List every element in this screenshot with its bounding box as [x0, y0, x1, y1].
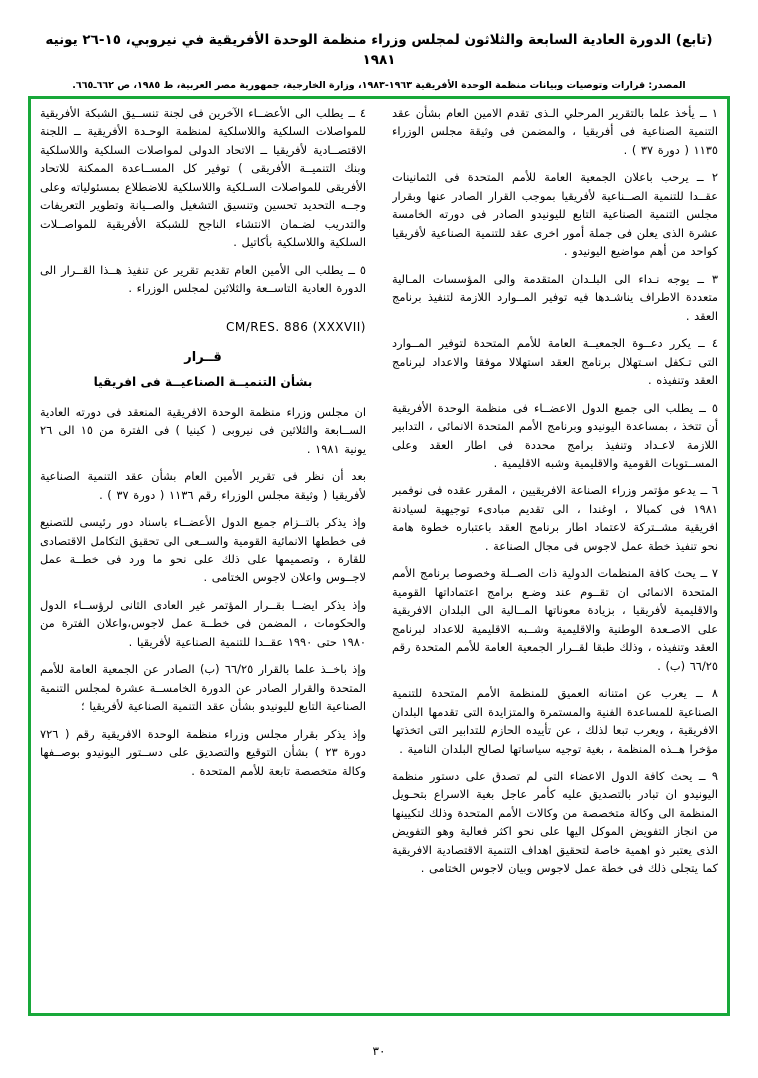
left-column [40, 104, 366, 1008]
paragraph: ٥ ــ يطلب الى الأمين العام تقديم تقرير عن تنفيذ هــذا القــرار الى الدورة العادية التاســعة والثلاثين لمجلس الوزراء . [40, 262, 366, 296]
paragraph: وإذ يذكر بالتــزام جميع الدول الأعضــاء باسناد دور رئيسى للتصنيع فى خططها الانمائية القومية والســعى الى تحقيق التكامل الاقتصادى للقارة ، وتصميمها على ذلك على نحو ما ورد فى خطــة عمل لاجــوس واعلان لاجوس الختامى . [40, 515, 366, 585]
right-column [392, 104, 718, 1008]
paragraph: ٢ ــ يرحب باعلان الجمعية العامة للأمم المتحدة فى الثمانينات عقــدا للتنمية الصــناعية لأفريقيا بموجب القرار الصادر عنها وبقرار مجلس التنمية الصناعية التابع لليونيدو الصادر فى دورته الخامسة عشرة الذى يعلن فى جملة أمور اخرى عقد للتنمية الصناعية لأفريقيا كواحد من أهم مواضيع اليونيدو . [392, 170, 718, 259]
paragraph: ٣ ــ يوجه نـداء الى البلـدان المتقدمة والى المؤسسات المـالية متعددة الاطراف يناشـدها فيه توفير المــوارد اللازمة لتنفيذ برنامج العقد . [392, 271, 718, 323]
document-title: (تابع) الدورة العادية السابعة والثلاثون لمجلس وزراء منظمة الوحدة الأفريقية في نيروبي، ١٥-٢٦ يونيه ١٩٨١ [45, 32, 713, 69]
paragraph: ٤ ــ يكرر دعــوة الجمعيــة العامة للأمم المتحدة لتوفير المــوارد التى تـكفل اسـتهلال برنامج العقد استهلالا موفقا والاعداد لبرنامج العقد وتنفيذه . [392, 336, 718, 388]
paragraph: وإذ يذكر ايضــا بقــرار المؤتمر غير العادى الثانى لرؤســاء الدول والحكومات ، المضمن فى خطــة عمل لاجوس،واعلان الفترة من ١٩٨٠ حتى ١٩٩٠ عقــدا للتنمية الصناعية لأفريقيا . [40, 597, 366, 649]
paragraph: ٩ ــ يحث كافة الدول الاعضاء التى لم تصدق على دستور منظمة اليونيدو ان تبادر بالتصديق عليه كأمر عاجل بغية الاسراع بتحـويل المنظمة الى وكالة متخصصة من وكالات الأمم المتحدة وذلك لتكيينها من انجاز التفويض الموكل اليها على نحو اكثر فعالية وهو التفويض الذى يعتبر ذو اهمية خاصة لتحقيق اهداف التنمية الاقتصادية الافريقية كما يتجلى ذلك فى خطة عمل لاجوس وبيان لاجوس الختامى . [392, 769, 718, 876]
paragraph: ان مجلس وزراء منظمة الوحدة الافريقية المنعقد فى دورته العادية الســابعة والثلاثين فى نيروبى ( كينيا ) فى الفترة من ١٥ الى ٢٦ يونية ١٩٨١ . [40, 404, 366, 456]
document-source: المصدر: قرارات وتوصيات وبيانات منظمة الوحدة الأفريقية ١٩٦٣-١٩٨٣، وزارة الخارجية، جمهورية مصر العربية، ط ١٩٨٥، ص ٦٦٢ـ٦٦٥. [72, 79, 686, 91]
paragraph: بعد أن نظر فى تقرير الأمين العام بشأن عقد التنمية الصناعية لأفريقيا ( وثيقة مجلس الوزراء رقم ١١٣٦ ( دورة ٣٧ ) . [40, 469, 366, 502]
paragraph: ٦ ــ يدعو مؤتمر وزراء الصناعة الافريقيين ، المقرر عقده فى نوفمبر ١٩٨١ فى كمبالا ، اوغندا ، الى تقديم مبادىء توجيهية لسيادنة افريقية مشــتركة لاعتماد اطار برنامج العقد باعتباره خطوة هامة نحو تنفيذ خطة عمل لاجوس فى مجال الصناعة . [392, 483, 718, 553]
paragraph: وإذ باخــذ علما بالقرار ٦٦/٢٥ (ب) الصادر عن الجمعية العامة للأمم المتحدة والقرار الصادر عن الدورة الخامســة عشرة لمجلس التنمية الصناعية التابع لليونيدو بشأن عقد التنمية الصناعية لأفريقيا ؛ [40, 662, 366, 714]
paragraph: ٤ ــ يطلب الى الأعضــاء الآخرين فى لجنة تنســيق الشبكة الأفريقية للمواصلات السلكية واللاسلكية لمنظمة الوحـدة الأفريقية ــ اللجنة الاقتصــادية لأفريقيا ــ الاتحاد الدولى لمواصلات السلكية واللاسلكية وبنك التنميــة الأفريقى ) توفير كل المســاعدة الممكنة للاتحاد الأفريقى للمواصلات السـلكية واللاسلكية للاضطلاع بمسئولياته وعلى وجــه التحديد تحسين وتنسيق التشغيل والصــيانة وتطوير التعريفات والتدريب لضـمان الانتشاء الناجح للشبكة الأفريقية للمواصــلات السلكية واللاسلكية بأكاتيل . [40, 106, 366, 250]
paragraph: ٨ ــ يعرب عن امتنانه العميق للمنظمة الأمم المتحدة للتنمية الصناعية للمساعدة الفنية والمستمرة والمتزايدة التى تقدمها البلدان الافريقية ، ويعرب تبعا لذلك ، عن تأييده الحازم للتدابير التى اتخذتها مؤخرا هــذه المنظمة ، بغية توجيه سياساتها لصالح البلدان النامية . [392, 686, 718, 756]
paragraph: وإذ يذكر بقرار مجلس وزراء منظمة الوحدة الافريقية رقم ( ٧٢٦ دورة ٢٣ ) بشأن التوقيع والتصديق على دســتور اليونيدو بوصــفها وكالة متخصصة تابعة للأمم المتحدة . [40, 726, 366, 778]
paragraph: ٧ ــ يحث كافة المنظمات الدولية ذات الصــلة وخصوصا برنامج الأمم المتحدة الانمائى ان تقــوم عند وضـع برامج اعتماداتها القومية والاقليمية لأفريقيا ، بزيادة معوناتها المــالية الى البلدان الافريقية على الاصـعدة الوطنية والاقليمية وشــبه الاقليمية للاعداد لبرنامج العقد وتنفيذه ، وذلك طبقا لقــرار الجمعية العامة للأمم المتحدة رقم ٦٦/٢٥ (ب) . [392, 566, 718, 673]
resolution-code: CM/RES. 886 (XXXVII) [226, 319, 366, 334]
page-number: ٣٠ [372, 1044, 386, 1058]
paragraph: ٥ ــ يطلب الى جميع الدول الاعضــاء فى منظمة الوحدة الأفريقية أن تتخذ ، بمساعدة اليونيدو وبرنامج الأمم المتحدة الانمائى ، التدابير اللازمة لاعـداد وتنفيذ برامج محددة فى اطار العقد وعلى المســتويات القومية والاقليمية وشبه الاقليمية . [392, 400, 718, 470]
paragraph: ١ ــ يأخذ علما بالتقرير المرحلي الـذى تقدم الامين العام بشأن عقد التنمية الصناعية فى أفريقيا ، والمضمن فى وثيقة مجلس الوزراء ١١٣٥ ( دورة ٣٧ ) . [392, 106, 718, 157]
resolution-heading: قــرار [184, 349, 222, 365]
page-header [0, 0, 758, 92]
resolution-subheading: بشأن التنميــة الصناعيــة فى افريقيا [93, 374, 313, 389]
two-column-body [40, 104, 718, 1008]
